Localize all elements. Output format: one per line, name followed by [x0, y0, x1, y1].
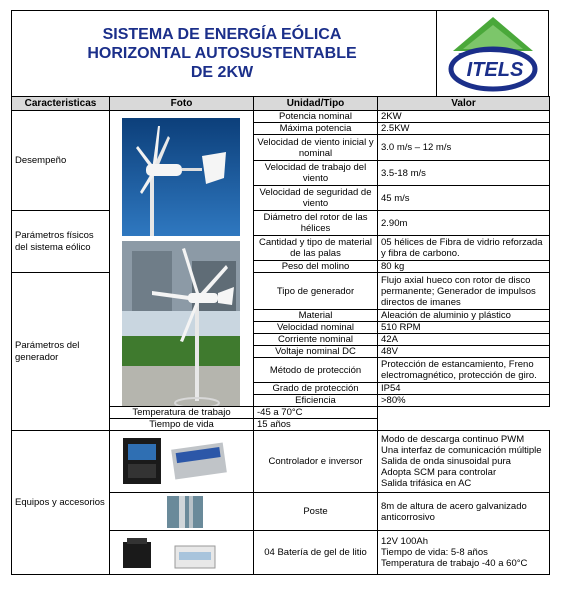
col-header-caracteristicas: Caracteristicas [12, 97, 110, 111]
value-cell: Flujo axial hueco con rotor de disco permanente; Generador de impulsos directos de imanes [378, 273, 550, 310]
header [11, 10, 549, 97]
category-equipos: Equipos y accesorios [12, 431, 110, 575]
value-cell: 80 kg [378, 261, 550, 273]
category-parametros-fisicos: Parámetros físicos del sistema eólico [12, 211, 110, 273]
value-cell [378, 431, 550, 493]
value-cell: 3.5-18 m/s [378, 161, 550, 186]
unit-cell: Velocidad nominal [254, 322, 378, 334]
unit-cell: Velocidad de seguridad de viento [254, 186, 378, 211]
unit-cell: Poste [254, 493, 378, 531]
unit-cell: Temperatura de trabajo [110, 407, 254, 419]
value-cell [378, 531, 550, 575]
category-desempeno: Desempeño [12, 111, 110, 211]
turbine-installed-photo [122, 241, 240, 407]
value-cell: Protección de estancamiento, Freno electromagnético, protección de giro. [378, 358, 550, 383]
title-line-3: DE 2KW [190, 64, 254, 81]
value-cell: 05 hélices de Fibra de vidrio reforzada y fibra de carbono. [378, 236, 550, 261]
value-cell: 2.5KW [378, 123, 550, 135]
battery-spec-line: Temperatura de trabajo -40 a 60°C [381, 558, 528, 569]
title-line-1: SISTEMA DE ENERGÍA EÓLICA [102, 26, 342, 43]
value-cell: 510 RPM [378, 322, 550, 334]
controller-spec-line: Una interfaz de comunicación múltiple [381, 445, 542, 456]
value-cell: 2KW [378, 111, 550, 123]
pole-photo-cell [110, 493, 254, 531]
col-header-unidad: Unidad/Tipo [254, 97, 378, 111]
unit-cell: Grado de protección [254, 383, 378, 395]
spec-sheet [11, 10, 549, 594]
unit-cell: Velocidad de trabajo del viento [254, 161, 378, 186]
controller-spec-line: Adopta SCM para controlar [381, 467, 497, 478]
unit-cell: Tiempo de vida [110, 419, 254, 431]
unit-cell: Corriente nominal [254, 334, 378, 346]
value-cell: 3.0 m/s – 12 m/s [378, 135, 550, 161]
table-row [12, 111, 550, 123]
unit-cell: Cantidad y tipo de material de las palas [254, 236, 378, 261]
turbine-photos-cell [110, 111, 254, 407]
unit-cell: Voltaje nominal DC [254, 346, 378, 358]
value-cell: 15 años [254, 419, 378, 431]
value-cell: 8m de altura de acero galvanizado anticorrosivo [378, 493, 550, 531]
itels-logo [437, 11, 549, 97]
battery-photo [113, 532, 254, 574]
unit-cell: 04 Batería de gel de litio [254, 531, 378, 575]
unit-cell: Velocidad de viento inicial y nominal [254, 135, 378, 161]
unit-cell: Diámetro del rotor de las hélices [254, 211, 378, 236]
value-cell: Aleación de aluminio y plástico [378, 310, 550, 322]
unit-cell: Método de protección [254, 358, 378, 383]
unit-cell: Eficiencia [254, 395, 378, 407]
value-cell: 45 m/s [378, 186, 550, 211]
battery-spec-line: Tiempo de vida: 5-8 años [381, 547, 488, 558]
table-row [12, 431, 550, 493]
value-cell: 2.90m [378, 211, 550, 236]
controller-inverter-photo [113, 432, 254, 492]
value-cell: 42A [378, 334, 550, 346]
unit-cell: Tipo de generador [254, 273, 378, 310]
value-cell: >80% [378, 395, 550, 407]
controller-spec-line: Modo de descarga continuo PWM [381, 434, 525, 445]
col-header-valor: Valor [378, 97, 550, 111]
pole-photo [113, 494, 254, 530]
table-header-row [12, 97, 550, 111]
unit-cell: Controlador e inversor [254, 431, 378, 493]
logo-text: ITELS [466, 59, 524, 81]
col-header-foto: Foto [110, 97, 254, 111]
unit-cell: Máxima potencia [254, 123, 378, 135]
logo-cell [436, 11, 549, 97]
spec-table [11, 96, 550, 575]
document-title [12, 25, 432, 82]
controller-spec-line: Salida de onda sinusoidal pura [381, 456, 511, 467]
turbine-sky-photo [122, 118, 240, 236]
unit-cell: Potencia nominal [254, 111, 378, 123]
battery-photo-cell [110, 531, 254, 575]
category-parametros-generador: Parámetros del generador [12, 273, 110, 431]
value-cell: 48V [378, 346, 550, 358]
battery-spec-line: 12V 100Ah [381, 536, 429, 547]
unit-cell: Peso del molino [254, 261, 378, 273]
value-cell: IP54 [378, 383, 550, 395]
table-row [12, 273, 550, 310]
controller-photo-cell [110, 431, 254, 493]
value-cell: -45 a 70°C [254, 407, 378, 419]
title-line-2: HORIZONTAL AUTOSUSTENTABLE [87, 45, 357, 62]
table-row [12, 211, 550, 236]
controller-spec-line: Salida trifásica en AC [381, 478, 472, 489]
unit-cell: Material [254, 310, 378, 322]
